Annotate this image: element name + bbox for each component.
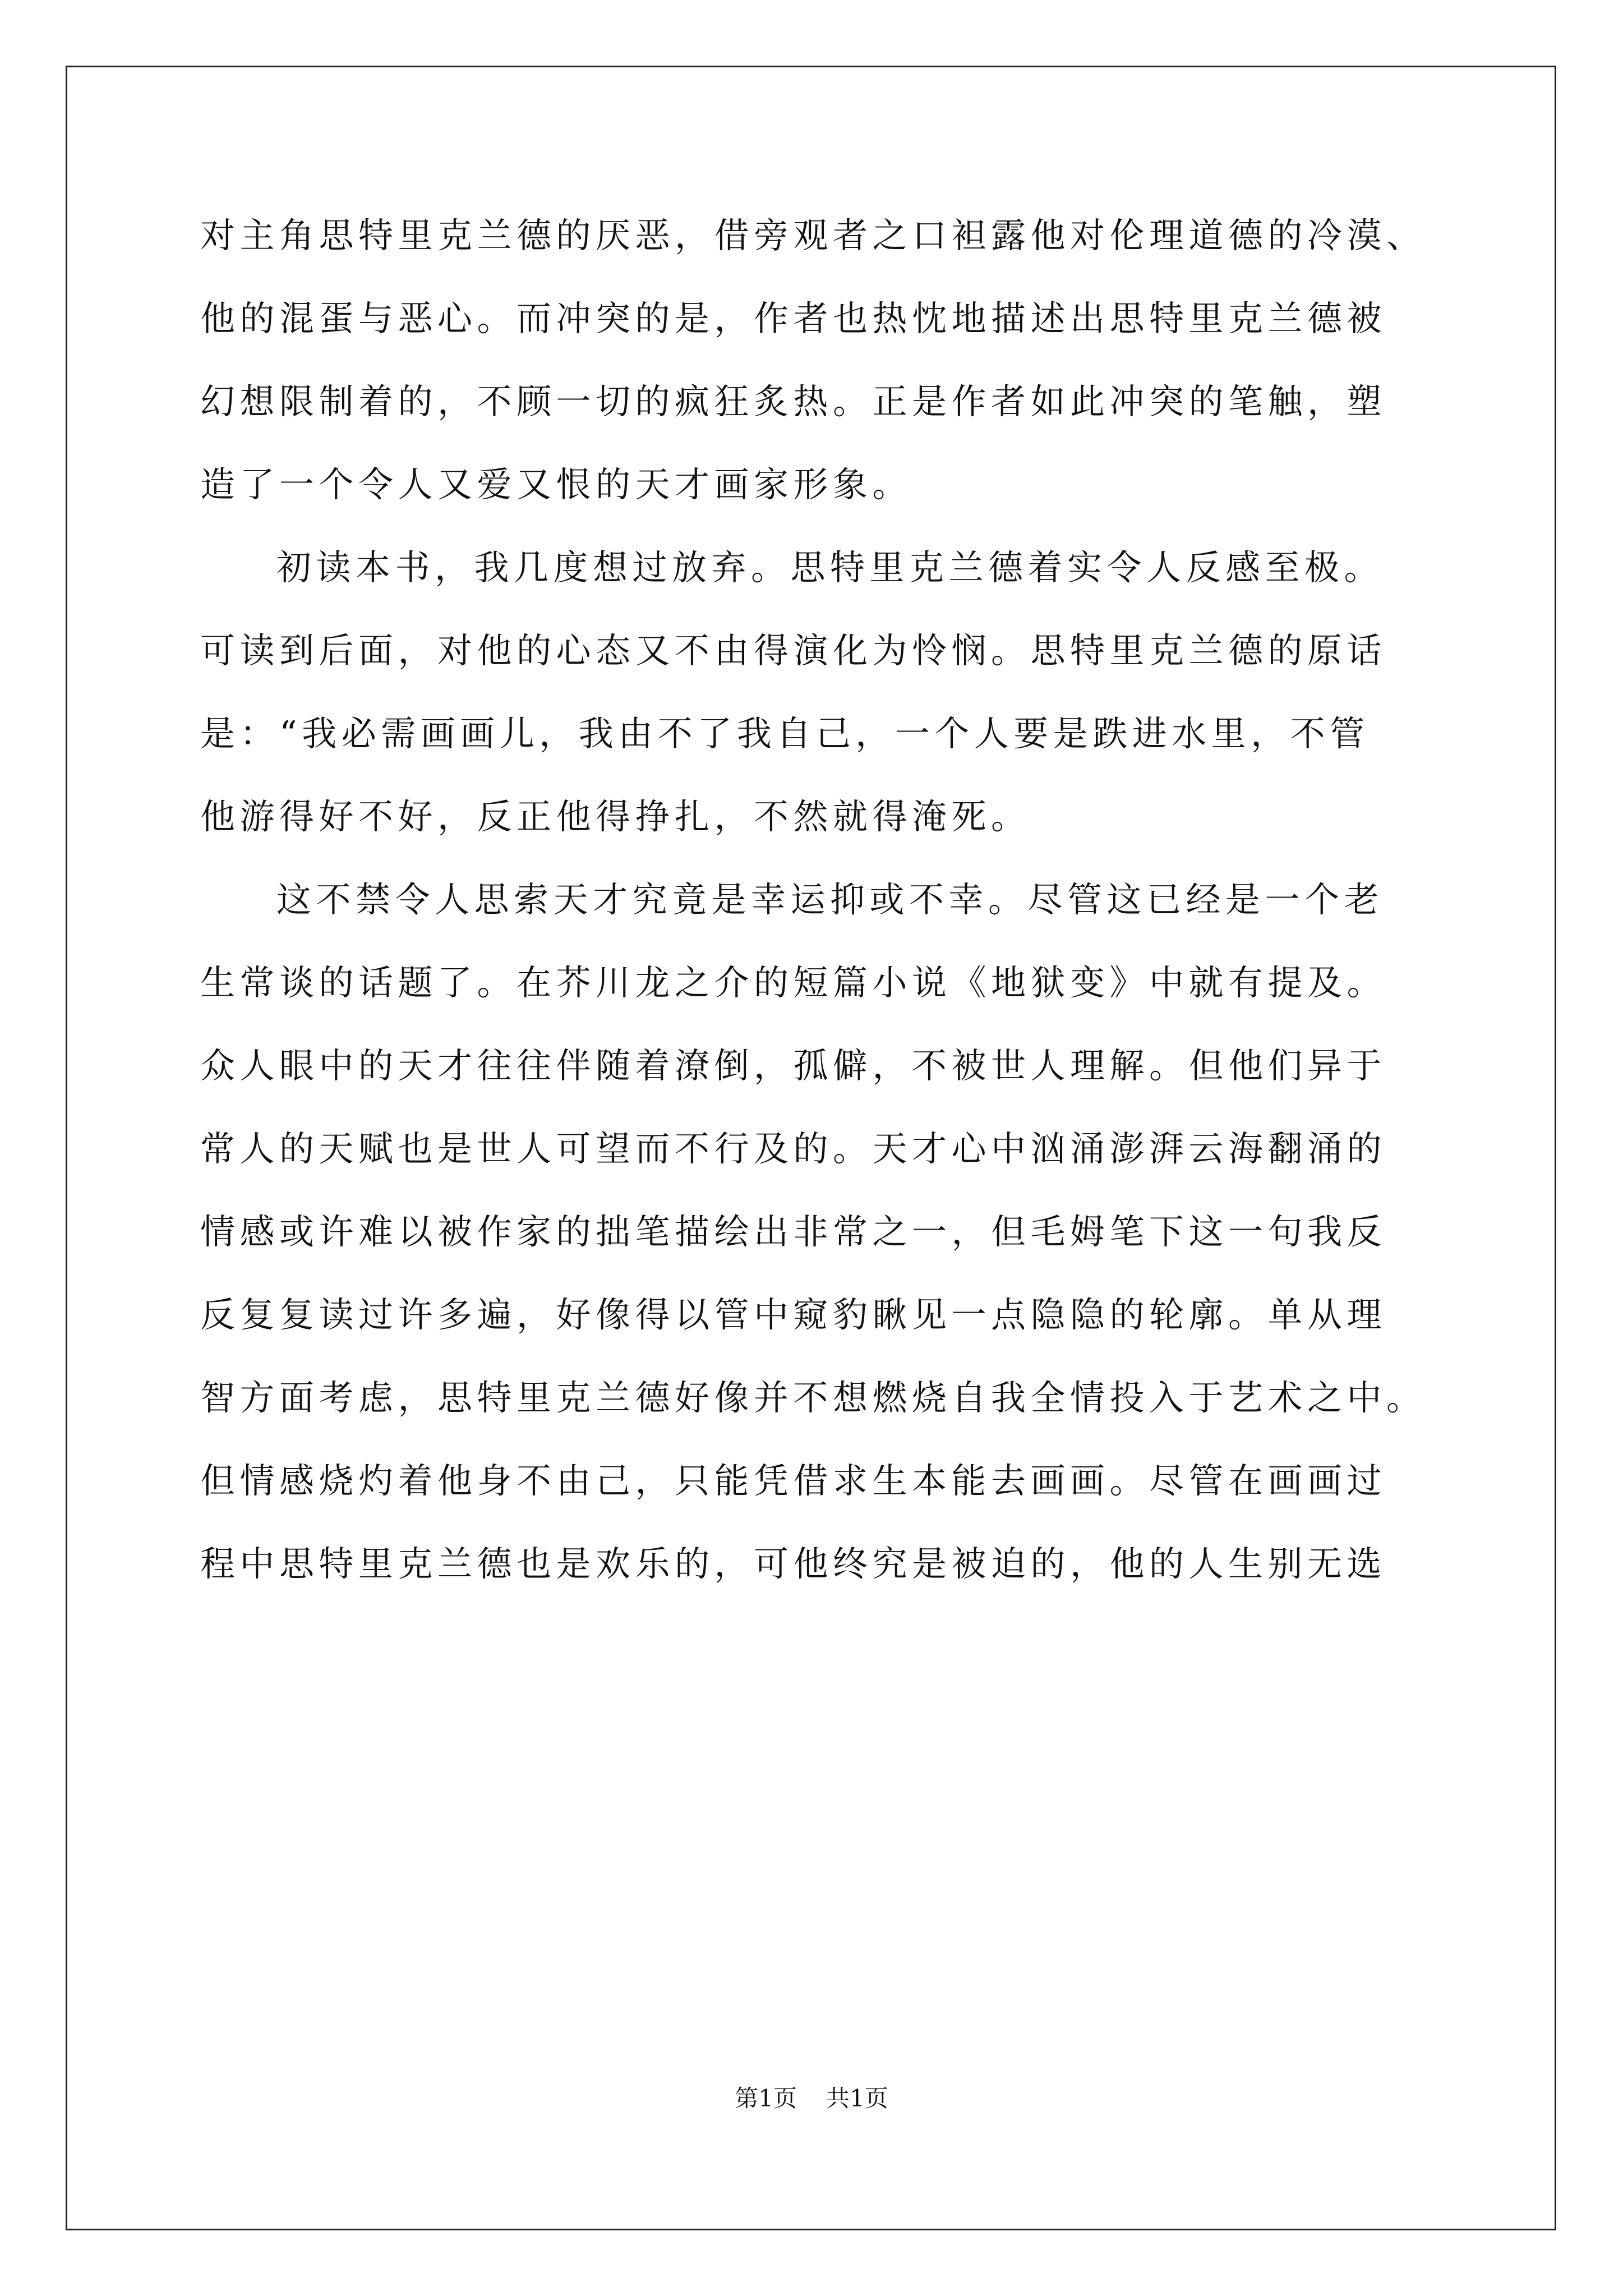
paragraph-first-line: 初读本书，我几度想过放弃。思特里克兰德着实令人反感至极。 — [276, 547, 1384, 588]
page-number: 第1页 — [735, 2085, 797, 2112]
paragraph-first-line: 这不禁令人思索天才究竟是幸运抑或不幸。尽管这已经是一个老 — [276, 879, 1384, 920]
text-line: 常人的天赋也是世人可望而不行及的。天才心中汹涌澎湃云海翻涌的 — [200, 1128, 1387, 1169]
text-line: 反复复读过许多遍，好像得以管中窥豹瞅见一点隐隐的轮廓。单从理 — [200, 1294, 1387, 1335]
text-line: 情感或许难以被作家的拙笔描绘出非常之一，但毛姆笔下这一句我反 — [200, 1211, 1387, 1252]
text-line: 可读到后面，对他的心态又不由得演化为怜悯。思特里克兰德的原话 — [200, 630, 1387, 671]
text-line: 但情感烧灼着他身不由己，只能凭借求生本能去画画。尽管在画画过 — [200, 1460, 1387, 1501]
text-line: 是：“我必需画画儿，我由不了我自己，一个人要是跌进水里，不管 — [200, 713, 1370, 754]
page-total: 共1页 — [826, 2085, 888, 2112]
page-footer — [0, 2087, 1623, 2110]
text-line: 生常谈的话题了。在芥川龙之介的短篇小说《地狱变》中就有提及。 — [200, 962, 1387, 1003]
text-line: 造了一个令人又爱又恨的天才画家形象。 — [200, 464, 912, 505]
text-line: 幻想限制着的，不顾一切的疯狂炙热。正是作者如此冲突的笔触，塑 — [200, 381, 1387, 422]
text-line: 众人眼中的天才往往伴随着潦倒，孤僻，不被世人理解。但他们异于 — [200, 1045, 1387, 1086]
text-line: 他游得好不好，反正他得挣扎，不然就得淹死。 — [200, 796, 1031, 837]
text-line: 对主角思特里克兰德的厌恶，借旁观者之口袒露他对伦理道德的冷漠、 — [200, 215, 1426, 256]
text-line: 他的混蛋与恶心。而冲突的是，作者也热忱地描述出思特里克兰德被 — [200, 298, 1387, 339]
text-line: 智方面考虑，思特里克兰德好像并不想燃烧自我全情投入于艺术之中。 — [200, 1377, 1426, 1418]
text-line: 程中思特里克兰德也是欢乐的，可他终究是被迫的，他的人生别无选 — [200, 1543, 1387, 1584]
